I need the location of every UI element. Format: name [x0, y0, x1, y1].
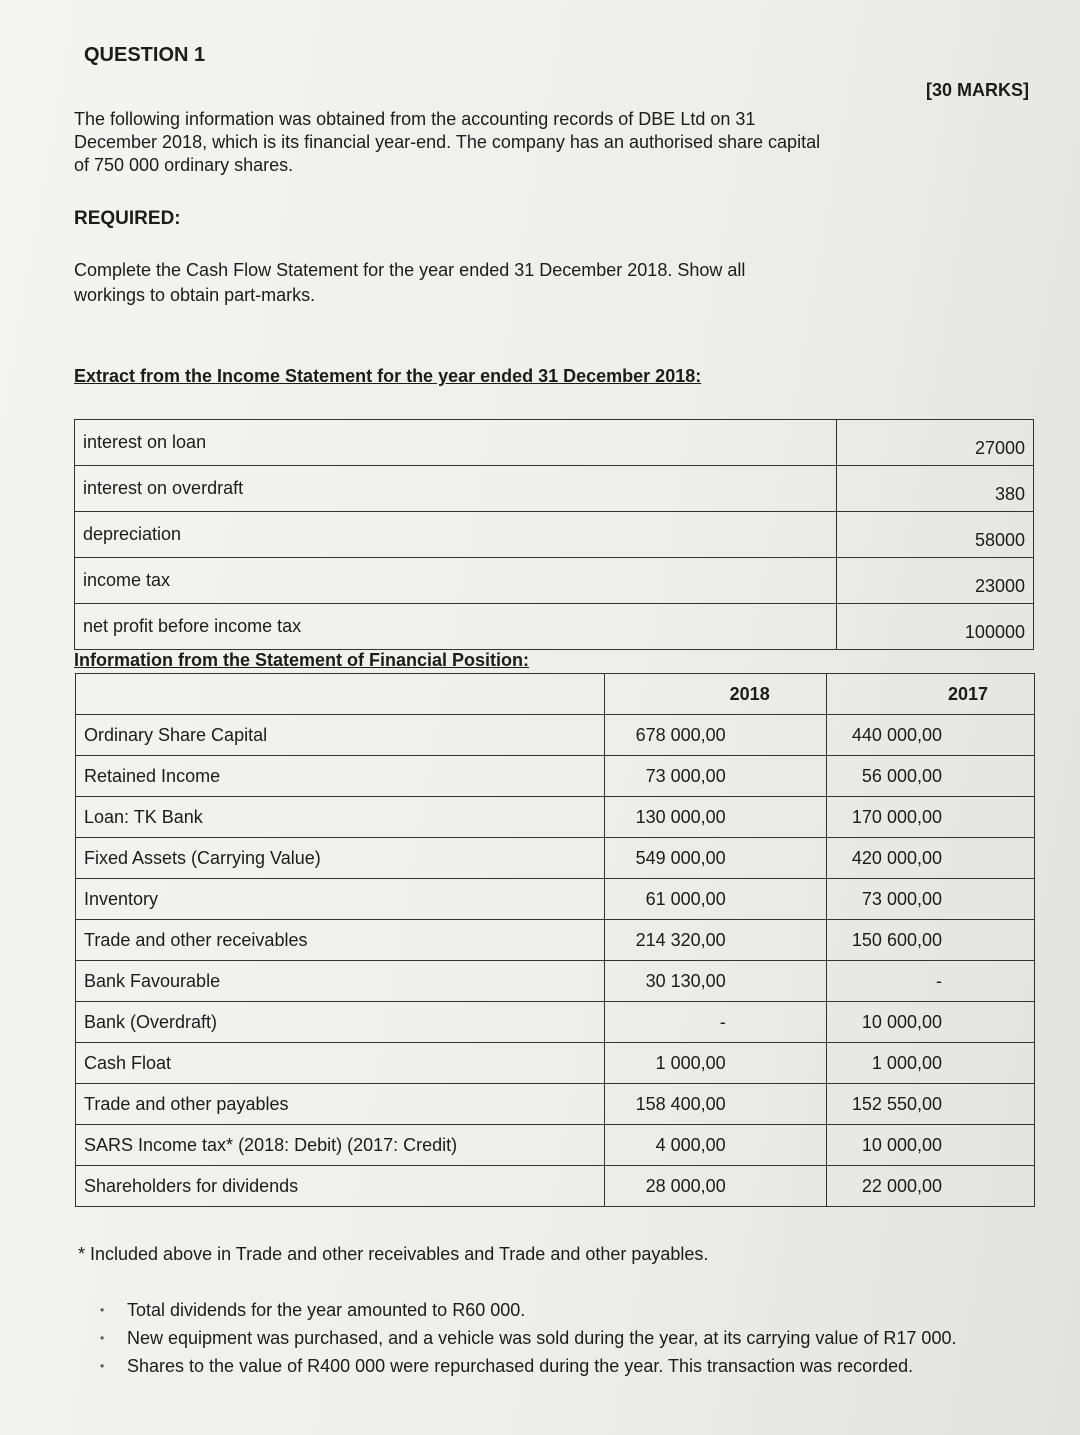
value-2018: 30 130,00 [604, 961, 826, 1002]
table-row [76, 756, 1035, 797]
row-amount: 100000 [837, 604, 1034, 650]
column-header-2017: 2017 [826, 674, 1034, 715]
value-2017: 440 000,00 [826, 715, 1034, 756]
table-row [76, 1002, 1035, 1043]
value-2018: 678 000,00 [604, 715, 826, 756]
value-2017: 73 000,00 [826, 879, 1034, 920]
list-item-text: New equipment was purchased, and a vehicle was sold during the year, at its carrying value of R17 000. [127, 1328, 957, 1348]
footnote: * Included above in Trade and other receivables and Trade and other payables. [78, 1244, 709, 1264]
table-row [76, 1043, 1035, 1084]
value-2017: 56 000,00 [826, 756, 1034, 797]
value-2018: 28 000,00 [604, 1166, 826, 1207]
value-2017: 10 000,00 [826, 1002, 1034, 1043]
row-amount: 27000 [837, 420, 1034, 466]
value-2018: 61 000,00 [604, 879, 826, 920]
row-amount: 58000 [837, 512, 1034, 558]
row-label: Trade and other payables [76, 1084, 605, 1125]
table-row [76, 961, 1035, 1002]
value-2017: 420 000,00 [826, 838, 1034, 879]
table-row [76, 879, 1035, 920]
bullet-icon: • [100, 1359, 105, 1373]
marks-label: [30 MARKS] [926, 80, 1030, 100]
table-row [75, 512, 1034, 558]
column-header-2018: 2018 [604, 674, 826, 715]
row-label: net profit before income tax [75, 604, 837, 650]
value-2018: - [604, 1002, 826, 1043]
list-item-text: Total dividends for the year amounted to R60 000. [127, 1300, 526, 1320]
table-row [75, 420, 1034, 466]
value-2018: 1 000,00 [604, 1043, 826, 1084]
table-row [75, 466, 1034, 512]
row-label: Loan: TK Bank [76, 797, 605, 838]
table-row [76, 1166, 1035, 1207]
bullet-icon: • [100, 1303, 105, 1317]
list-item [100, 1324, 956, 1352]
value-2017: 170 000,00 [826, 797, 1034, 838]
value-2018: 130 000,00 [604, 797, 826, 838]
value-2018: 214 320,00 [604, 920, 826, 961]
table-row [76, 1125, 1035, 1166]
list-item-text: Shares to the value of R400 000 were repurchased during the year. This transaction was recorded. [127, 1356, 914, 1376]
income-statement-table [74, 419, 1034, 650]
value-2018: 549 000,00 [604, 838, 826, 879]
intro-paragraph: The following information was obtained from the accounting records of DBE Ltd on 31 December 2018, which is its financial year-end. The company has an authorised share capital of 750 000 ordinary shares. [74, 109, 821, 175]
financial-position-heading: Information from the Statement of Financial Position: [74, 650, 530, 670]
row-amount: 23000 [837, 558, 1034, 604]
income-statement-heading: Extract from the Income Statement for the year ended 31 December 2018: [74, 366, 702, 386]
table-row [76, 715, 1035, 756]
row-label: Shareholders for dividends [76, 1166, 605, 1207]
value-2017: 1 000,00 [826, 1043, 1034, 1084]
value-2018: 4 000,00 [604, 1125, 826, 1166]
row-label: interest on overdraft [75, 466, 837, 512]
list-item [100, 1352, 956, 1380]
row-label: Trade and other receivables [76, 920, 605, 961]
row-label: Retained Income [76, 756, 605, 797]
label-column-header [76, 674, 605, 715]
row-label: income tax [75, 558, 837, 604]
table-row [75, 604, 1034, 650]
row-label: Bank Favourable [76, 961, 605, 1002]
value-2017: 152 550,00 [826, 1084, 1034, 1125]
table-row [76, 838, 1035, 879]
row-label: SARS Income tax* (2018: Debit) (2017: Credit) [76, 1125, 605, 1166]
row-label: Cash Float [76, 1043, 605, 1084]
header-row [76, 674, 1035, 715]
row-label: Bank (Overdraft) [76, 1002, 605, 1043]
task-paragraph: Complete the Cash Flow Statement for the year ended 31 December 2018. Show all workings to obtain part-marks. [74, 260, 746, 305]
value-2017: - [826, 961, 1034, 1002]
table-row [76, 920, 1035, 961]
notes-list [100, 1296, 956, 1380]
value-2018: 73 000,00 [604, 756, 826, 797]
question-title: QUESTION 1 [84, 44, 206, 66]
value-2017: 150 600,00 [826, 920, 1034, 961]
value-2017: 10 000,00 [826, 1125, 1034, 1166]
row-label: depreciation [75, 512, 837, 558]
row-label: Ordinary Share Capital [76, 715, 605, 756]
value-2018: 158 400,00 [604, 1084, 826, 1125]
bullet-icon: • [100, 1331, 105, 1345]
row-label: Fixed Assets (Carrying Value) [76, 838, 605, 879]
table-row [75, 558, 1034, 604]
table-row [76, 797, 1035, 838]
row-label: Inventory [76, 879, 605, 920]
required-heading: REQUIRED: [74, 208, 181, 229]
row-amount: 380 [837, 466, 1034, 512]
value-2017: 22 000,00 [826, 1166, 1034, 1207]
row-label: interest on loan [75, 420, 837, 466]
list-item [100, 1296, 956, 1324]
financial-position-table [75, 673, 1035, 1207]
table-row [76, 1084, 1035, 1125]
